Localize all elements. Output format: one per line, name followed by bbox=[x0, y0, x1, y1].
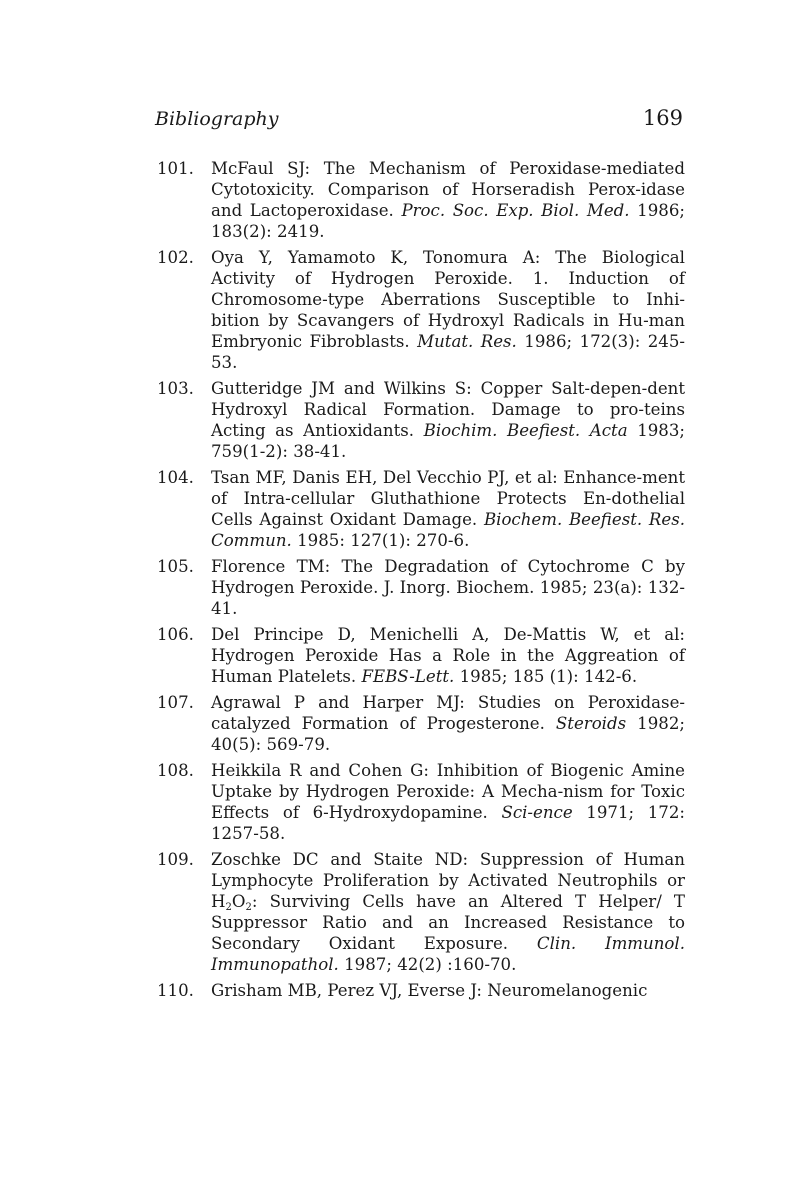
reference-text: Del Principe D, Menichelli A, De-Mattis W, et al: Hydrogen Peroxide Has a Role in the Aggreation of Human Platelets. bbox=[211, 624, 685, 687]
reference-journal: Clin. Immunol. Immunopathol. bbox=[211, 934, 685, 975]
reference-citation: 1985; 185 (1): 142-6. bbox=[459, 667, 638, 687]
reference-journal: Steroids bbox=[555, 713, 627, 733]
reference-journal: Mutat. Res. bbox=[417, 332, 517, 352]
reference-text: Gutteridge JM and Wilkins S: Copper Salt-depen-dent Hydroxyl Radical Formation. Damage to pro-teins Acting as Antioxidants. bbox=[211, 379, 685, 441]
reference-number: 105. bbox=[157, 557, 194, 577]
reference-item bbox=[155, 692, 685, 755]
reference-number: 109. bbox=[157, 849, 194, 869]
reference-text-after: : Surviving Cells have an Altered T Helper/ T Suppressor Ratio and an Increased Resistance to Secondary Oxidant Exposure. bbox=[211, 891, 685, 954]
formula-o: O bbox=[231, 891, 246, 911]
reference-citation: 1971; 172: 1257-58. bbox=[211, 802, 685, 843]
reference-journal: Proc. Soc. Exp. Biol. Med. bbox=[401, 201, 630, 221]
reference-citation: 1986; 183(2): 2419. bbox=[211, 201, 685, 242]
reference-text: Tsan MF, Danis EH, Del Vecchio PJ, et al: Enhance-ment of Intra-cellular Gluthathione Protects En-dothelial Cells Against Oxidant Damage. bbox=[211, 468, 685, 530]
reference-citation: 1987; 42(2) :160-70. bbox=[344, 955, 517, 975]
reference-item bbox=[155, 158, 685, 242]
reference-item bbox=[155, 247, 685, 374]
reference-list bbox=[155, 158, 685, 1006]
subscript-2: 2 bbox=[245, 901, 252, 913]
running-head bbox=[155, 106, 683, 136]
reference-citation: 1986; 172(3): 245-53. bbox=[211, 332, 686, 373]
reference-citation: 1982; 40(5): 569-79. bbox=[211, 713, 685, 754]
reference-journal: FEBS-Lett. bbox=[361, 667, 455, 687]
reference-number: 104. bbox=[157, 468, 194, 488]
reference-number: 107. bbox=[157, 692, 194, 712]
reference-number: 108. bbox=[157, 760, 194, 780]
reference-number: 102. bbox=[157, 247, 194, 267]
reference-citation: 1983; 759(1-2): 38-41. bbox=[211, 421, 686, 462]
reference-text: McFaul SJ: The Mechanism of Peroxidase-mediated Cytotoxicity. Comparison of Horseradish Perox-idase and Lactoperoxidase. bbox=[211, 159, 685, 221]
reference-item bbox=[155, 980, 685, 1001]
reference-item bbox=[155, 849, 685, 976]
reference-journal: Biochem. Beefiest. Res. Commun. bbox=[211, 510, 685, 551]
reference-journal: Biochim. Beefiest. Acta bbox=[423, 421, 628, 441]
reference-text: Agrawal P and Harper MJ: Studies on Peroxidase-catalyzed Formation of Progesterone. bbox=[211, 692, 685, 733]
subscript-2: 2 bbox=[225, 901, 232, 913]
reference-text: Grisham MB, Perez VJ, Everse J: Neuromelanogenic bbox=[211, 980, 648, 1000]
reference-item bbox=[155, 467, 685, 551]
reference-text: Oya Y, Yamamoto K, Tonomura A: The Biological Activity of Hydrogen Peroxide. 1. Induction of Chromosome-type Aberrations Susceptible to Inhi-bition by Scavangers of Hydroxyl Radicals in Hu-man Embryonic Fibroblasts. bbox=[211, 247, 685, 352]
page-number: 169 bbox=[642, 106, 683, 130]
reference-number: 101. bbox=[157, 159, 194, 178]
reference-number: 106. bbox=[157, 624, 194, 644]
reference-item bbox=[155, 624, 685, 687]
reference-number: 110. bbox=[157, 980, 194, 1000]
reference-item bbox=[155, 760, 685, 844]
reference-text: Florence TM: The Degradation of Cytochrome C by Hydrogen Peroxide. J. Inorg. Biochem. 1985; 23(a): 132-41. bbox=[211, 557, 685, 619]
reference-item bbox=[155, 556, 685, 619]
reference-number: 103. bbox=[157, 379, 194, 399]
reference-journal: Sci-ence bbox=[501, 802, 573, 822]
reference-citation: 1985: 127(1): 270-6. bbox=[297, 531, 470, 551]
reference-text: Heikkila R and Cohen G: Inhibition of Biogenic Amine Uptake by Hydrogen Peroxide: A Mecha-nism for Toxic Effects of 6-Hydroxydopamine. bbox=[211, 760, 685, 822]
reference-item bbox=[155, 378, 685, 462]
reference-text-before: Zoschke DC and Staite ND: Suppression of Human Lymphocyte Proliferation by Activated Neutrophils or H bbox=[211, 849, 685, 911]
running-title: Bibliography bbox=[155, 108, 279, 130]
